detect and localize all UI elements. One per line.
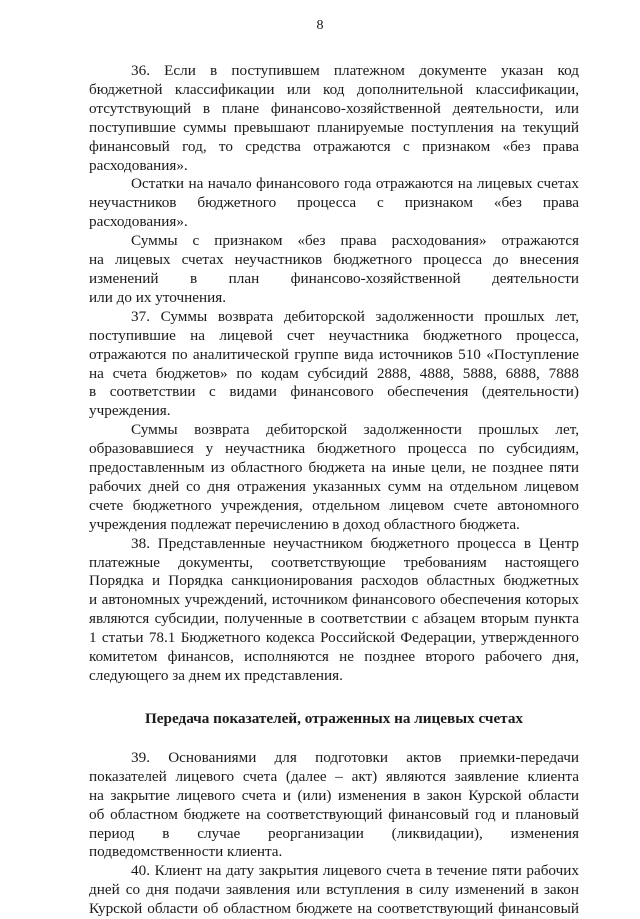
document-body xyxy=(89,62,579,919)
page-number: 8 xyxy=(316,18,324,33)
paragraph-36: 36. Если в поступившем платежном документе указан код бюджетной классификации или код дополнительной классификации, отсутствующий в плане финансово-хозяйственной деятельности, или поступившие суммы превышают планируемые поступления на текущий финансовый год, то средства отражаются с признаком «без права расходования». xyxy=(89,62,579,174)
paragraph-remainders: Остатки на начало финансового года отражаются на лицевых счетах неучастников бюджетного процесса с признаком «без права расходования». xyxy=(89,175,579,231)
paragraph-38: 38. Представленные неучастником бюджетного процесса в Центр платежные документы, соответствующие требованиям настоящего Порядка и Порядка санкционирования расходов областных бюджетных и автономных учреждений, источником финансового обеспечения которых являются субсидии, полученные в соответствии с абзацем вторым пункта 1 статьи 78.1 Бюджетного кодекса Российской Федерации, утвержденного комитетом финансов, исполняются не позднее второго рабочего дня, следующего за днем их представления. xyxy=(89,534,579,684)
paragraph-37: 37. Суммы возврата дебиторской задолженности прошлых лет, поступившие на лицевой счет неучастника бюджетного процесса, отражаются по аналитической группе вида источников 510 «Поступление на счета бюджетов» по кодам субсидий 2888, 4888, 5888, 6888, 7888 в соответствии с видами финансового обеспечения (деятельности) учреждения. xyxy=(89,307,579,420)
paragraph-39: 39. Основаниями для подготовки актов приемки-передачи показателей лицевого счета (далее – акт) являются заявление клиента на закрытие лицевого счета и (или) изменения в закон Курской области об областном бюджете на соответствующий финансовый год и плановый период в случае реорганизации (ликвидации), изменения подведомственности клиента. xyxy=(89,748,579,861)
paragraph-debt-return: Суммы возврата дебиторской задолженности прошлых лет, образовавшиеся у неучастника бюджетного процесса по субсидиям, предоставленным из областного бюджета на иные цели, не позднее пяти рабочих дней со дня отражения указанных сумм на отдельном лицевом счете бюджетного учреждения, отдельном лицевом счете автономного учреждения подлежат перечислению в доход областного бюджета. xyxy=(89,421,579,533)
paragraph-40: 40. Клиент на дату закрытия лицевого счета в течение пяти рабочих дней со дня подачи заявления или вступления в силу изменений в закон Курской области об областном бюджете на соответствующий финансовый xyxy=(89,862,579,918)
section-heading: Передача показателей, отраженных на лицевых счетах xyxy=(144,709,524,727)
paragraph-sums-flag: Суммы с признаком «без права расходования» отражаются на лицевых счетах неучастников бюджетного процесса до внесения изменений в план финансово-хозяйственной деятельности или до их уточнения. xyxy=(89,232,579,306)
